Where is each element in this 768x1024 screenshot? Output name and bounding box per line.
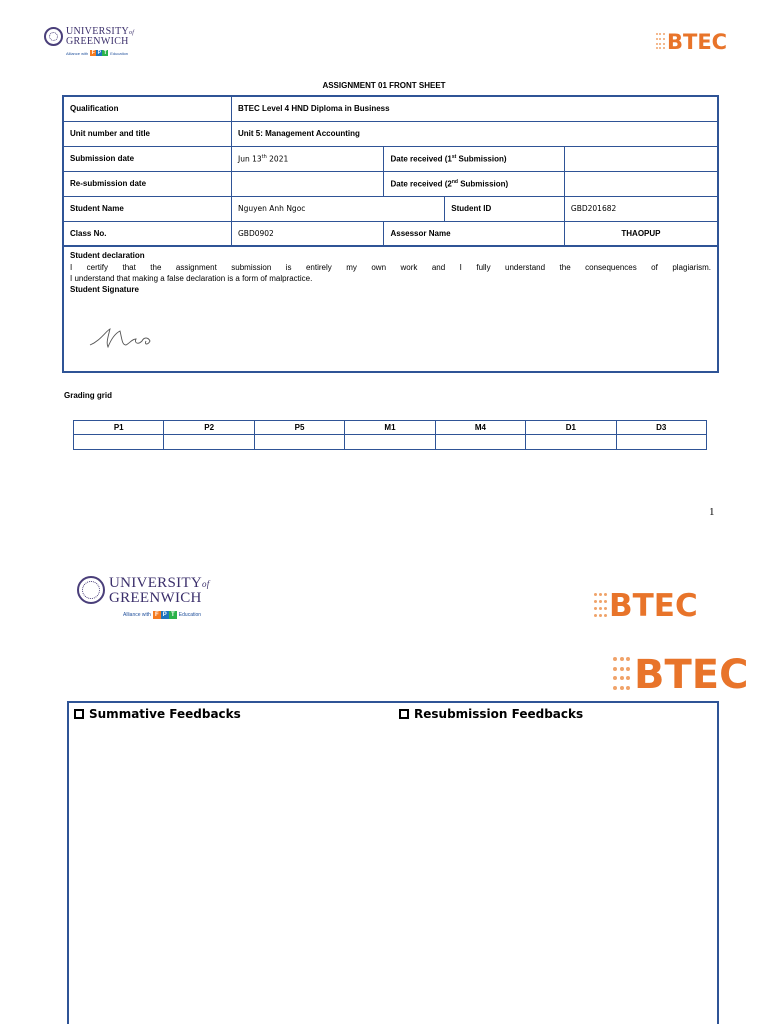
- class-value: GBD0902: [231, 221, 384, 246]
- grade-column-header: P5: [254, 421, 344, 435]
- btec-dots-icon: [594, 593, 607, 620]
- student-signature: [86, 323, 166, 353]
- date-received-1-label: [384, 146, 564, 171]
- student-name-label: Student Name: [63, 196, 231, 221]
- fpt-letter: P: [162, 612, 167, 618]
- table-row: [63, 221, 718, 246]
- grade-cell: [616, 435, 706, 450]
- assessor-value: THAOPUP: [564, 221, 718, 246]
- table-row: [63, 171, 718, 196]
- grade-cell: [435, 435, 525, 450]
- resubmission-date-value: [231, 171, 384, 196]
- university-logo: [77, 576, 210, 619]
- assessor-label: Assessor Name: [384, 221, 564, 246]
- btec-dots-icon: [613, 657, 631, 693]
- university-of: of: [129, 30, 135, 36]
- grade-column-header: M1: [345, 421, 435, 435]
- student-id-value: GBD201682: [564, 196, 718, 221]
- student-id-label: Student ID: [445, 196, 565, 221]
- student-declaration-box: [62, 246, 719, 373]
- date-received-1-value: [564, 146, 718, 171]
- qualification-value: BTEC Level 4 HND Diploma in Business: [231, 96, 718, 121]
- btec-logo-large: [613, 652, 748, 698]
- btec-text: BTEC: [667, 30, 728, 54]
- alliance-line: [123, 611, 210, 619]
- alliance-prefix: Alliance with: [123, 612, 151, 618]
- grade-column-header: M4: [435, 421, 525, 435]
- grade-column-header: D1: [526, 421, 616, 435]
- btec-logo: [594, 588, 698, 624]
- submission-date-sup: th: [261, 153, 267, 160]
- table-row: [63, 146, 718, 171]
- unit-value: Unit 5: Management Accounting: [231, 121, 718, 146]
- alliance-suffix: Education: [110, 50, 129, 56]
- summative-feedback-heading: [74, 707, 241, 721]
- front-sheet-table: [62, 95, 719, 247]
- fpt-letter: F: [91, 50, 95, 56]
- table-row: [63, 196, 718, 221]
- resubmission-date-label: Re-submission date: [63, 171, 231, 196]
- btec-dots-icon: [656, 33, 665, 51]
- resubmission-feedback-label: Resubmission Feedbacks: [414, 707, 584, 721]
- btec-text: BTEC: [609, 588, 698, 624]
- table-row: [63, 121, 718, 146]
- table-row: [74, 435, 707, 450]
- fpt-letter: T: [169, 611, 177, 619]
- class-label: Class No.: [63, 221, 231, 246]
- university-logo: [44, 27, 134, 56]
- grade-column-header: P1: [74, 421, 164, 435]
- university-name-line1: UNIVERSITY: [66, 26, 129, 37]
- table-row: [63, 96, 718, 121]
- university-of: of: [202, 579, 210, 589]
- resubmission-feedback-heading: [399, 707, 583, 721]
- checkbox-icon: [74, 709, 84, 719]
- grade-column-header: P2: [164, 421, 254, 435]
- date-received-2-suffix: Submission): [457, 179, 509, 189]
- checkbox-icon: [399, 709, 409, 719]
- table-row: [74, 421, 707, 435]
- university-seal-icon: [77, 576, 105, 604]
- signature-label: Student Signature: [70, 285, 139, 294]
- date-received-2-value: [564, 171, 718, 196]
- date-received-1-suffix: Submission): [456, 154, 507, 164]
- grade-cell: [164, 435, 254, 450]
- submission-date-label: Submission date: [63, 146, 231, 171]
- university-name-line2: GREENWICH: [66, 36, 129, 47]
- declaration-line1: I certify that the assignment submission is entirely my own work and I fully understand the consequences of plagiarism.: [70, 263, 711, 272]
- fpt-letter: T: [103, 50, 107, 56]
- grade-cell: [345, 435, 435, 450]
- university-name-line1: UNIVERSITY: [109, 575, 202, 591]
- qualification-label: Qualification: [63, 96, 231, 121]
- fpt-logo: [90, 50, 108, 56]
- btec-logo: [656, 30, 727, 54]
- summative-feedback-label: Summative Feedbacks: [89, 707, 241, 721]
- date-received-2-prefix: Date received (2: [390, 179, 452, 189]
- btec-text: BTEC: [634, 652, 749, 698]
- submission-date-day: Jun 13: [237, 154, 262, 164]
- university-seal-icon: [44, 27, 63, 46]
- grade-cell: [526, 435, 616, 450]
- alliance-line: [66, 50, 134, 56]
- fpt-letter: F: [153, 611, 161, 619]
- grade-cell: [254, 435, 344, 450]
- grading-grid-label: Grading grid: [64, 391, 112, 400]
- student-name-value: Nguyen Anh Ngoc: [231, 196, 444, 221]
- date-received-1-sup: st: [451, 153, 457, 160]
- alliance-prefix: Alliance with: [66, 50, 89, 56]
- grading-grid-table: [73, 420, 707, 450]
- grade-cell: [74, 435, 164, 450]
- declaration-line2: I understand that making a false declaration is a form of malpractice.: [70, 274, 313, 283]
- alliance-suffix: Education: [178, 612, 202, 618]
- date-received-2-sup: nd: [451, 178, 458, 185]
- submission-date-year: 2021: [266, 154, 289, 164]
- university-name-line2: GREENWICH: [109, 590, 202, 606]
- feedback-box: [67, 701, 719, 1024]
- fpt-letter: P: [97, 50, 101, 56]
- date-received-2-label: [384, 171, 564, 196]
- declaration-heading: Student declaration: [70, 251, 145, 260]
- date-received-1-prefix: Date received (1: [390, 154, 452, 164]
- page-number: 1: [709, 506, 715, 518]
- unit-label: Unit number and title: [63, 121, 231, 146]
- front-sheet-title: ASSIGNMENT 01 FRONT SHEET: [322, 81, 446, 90]
- submission-date-value: [231, 146, 384, 171]
- grade-column-header: D3: [616, 421, 706, 435]
- fpt-logo: [153, 611, 177, 619]
